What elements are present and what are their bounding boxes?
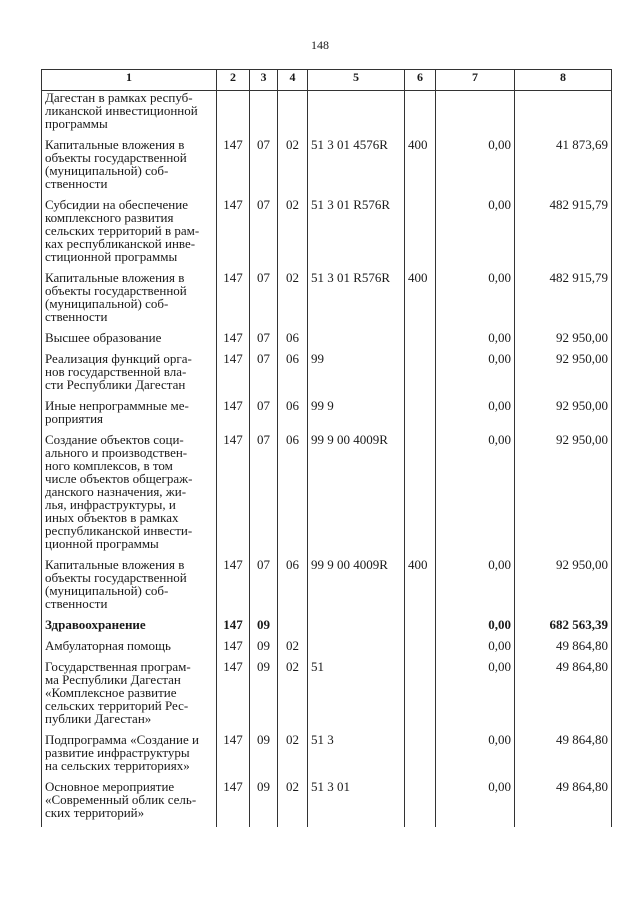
expense-type-cell [405, 91, 436, 139]
header-col-1: 1 [42, 70, 217, 91]
row-name-cell: Капитальные вложения в объекты государственной (муниципальной) соб- ственности [42, 271, 217, 331]
target-article-cell: 51 3 01 R576R [308, 271, 405, 331]
target-article-cell: 99 9 00 4009R [308, 433, 405, 558]
section-cell: 07 [250, 271, 278, 331]
subsection-cell [278, 91, 308, 139]
expense-type-cell [405, 399, 436, 433]
section-cell: 07 [250, 558, 278, 618]
amount-2-cell: 92 950,00 [515, 331, 612, 352]
amount-1-cell: 0,00 [436, 733, 515, 780]
section-cell: 07 [250, 433, 278, 558]
amount-2-cell: 92 950,00 [515, 352, 612, 399]
head-code-cell: 147 [217, 733, 250, 780]
table-row [42, 399, 612, 433]
amount-2-cell: 92 950,00 [515, 399, 612, 433]
head-code-cell: 147 [217, 271, 250, 331]
table-row [42, 618, 612, 639]
head-code-cell: 147 [217, 558, 250, 618]
amount-1-cell: 0,00 [436, 198, 515, 271]
table-body [42, 91, 612, 828]
table-row [42, 733, 612, 780]
row-name-cell: Создание объектов соци- ального и производствен- ного комплексов, в том числе объектов общеграж- данского назначения, жи- лья, инфраструктуры, и иных объектов в рамках республиканской инвести- ционной программы [42, 433, 217, 558]
subsection-cell: 02 [278, 660, 308, 733]
table-row [42, 352, 612, 399]
row-name-cell: Основное мероприятие «Современный облик сель- ских территорий» [42, 780, 217, 827]
subsection-cell: 06 [278, 399, 308, 433]
row-name-cell: Капитальные вложения в объекты государственной (муниципальной) соб- ственности [42, 138, 217, 198]
amount-1-cell: 0,00 [436, 558, 515, 618]
target-article-cell: 99 9 [308, 399, 405, 433]
header-col-3: 3 [250, 70, 278, 91]
target-article-cell: 51 3 01 [308, 780, 405, 827]
amount-1-cell: 0,00 [436, 780, 515, 827]
table-row [42, 558, 612, 618]
amount-2-cell: 49 864,80 [515, 780, 612, 827]
subsection-cell: 06 [278, 433, 308, 558]
section-cell: 09 [250, 780, 278, 827]
target-article-cell: 99 9 00 4009R [308, 558, 405, 618]
amount-1-cell: 0,00 [436, 660, 515, 733]
table-row [42, 91, 612, 139]
table-row [42, 271, 612, 331]
section-cell: 07 [250, 399, 278, 433]
expense-type-cell: 400 [405, 271, 436, 331]
subsection-cell: 06 [278, 352, 308, 399]
head-code-cell: 147 [217, 399, 250, 433]
amount-1-cell [436, 91, 515, 139]
target-article-cell: 51 [308, 660, 405, 733]
amount-1-cell: 0,00 [436, 618, 515, 639]
amount-1-cell: 0,00 [436, 352, 515, 399]
header-col-6: 6 [405, 70, 436, 91]
subsection-cell: 02 [278, 138, 308, 198]
expense-type-cell [405, 780, 436, 827]
section-cell: 07 [250, 138, 278, 198]
section-cell: 09 [250, 639, 278, 660]
amount-1-cell: 0,00 [436, 271, 515, 331]
subsection-cell: 02 [278, 780, 308, 827]
subsection-cell: 02 [278, 733, 308, 780]
head-code-cell: 147 [217, 198, 250, 271]
head-code-cell: 147 [217, 660, 250, 733]
target-article-cell: 51 3 [308, 733, 405, 780]
expense-type-cell [405, 433, 436, 558]
row-name-cell: Реализация функций орга- нов государственной вла- сти Республики Дагестан [42, 352, 217, 399]
target-article-cell [308, 91, 405, 139]
row-name-cell: Субсидии на обеспечение комплексного развития сельских территорий в рам- ках республиканской инве- стиционной программы [42, 198, 217, 271]
section-cell: 07 [250, 352, 278, 399]
expense-type-cell: 400 [405, 558, 436, 618]
expense-type-cell [405, 733, 436, 780]
table-row [42, 780, 612, 827]
head-code-cell: 147 [217, 433, 250, 558]
expense-type-cell [405, 660, 436, 733]
row-name-cell: Дагестан в рамках респуб- ликанской инвестиционной программы [42, 91, 217, 139]
subsection-cell: 02 [278, 639, 308, 660]
amount-1-cell: 0,00 [436, 138, 515, 198]
section-cell: 07 [250, 331, 278, 352]
section-cell: 09 [250, 733, 278, 780]
expense-type-cell [405, 198, 436, 271]
target-article-cell [308, 331, 405, 352]
amount-2-cell: 92 950,00 [515, 433, 612, 558]
target-article-cell [308, 618, 405, 639]
row-name-cell: Капитальные вложения в объекты государственной (муниципальной) соб- ственности [42, 558, 217, 618]
subsection-cell: 06 [278, 331, 308, 352]
amount-2-cell: 92 950,00 [515, 558, 612, 618]
table-row [42, 639, 612, 660]
expense-type-cell [405, 639, 436, 660]
head-code-cell: 147 [217, 138, 250, 198]
row-name-cell: Государственная програм- ма Республики Дагестан «Комплексное развитие сельских территорий Рес- публики Дагестан» [42, 660, 217, 733]
subsection-cell: 06 [278, 558, 308, 618]
page-number: 148 [311, 38, 329, 52]
row-name-cell: Здравоохранение [42, 618, 217, 639]
subsection-cell: 02 [278, 198, 308, 271]
budget-table [41, 69, 612, 827]
target-article-cell: 51 3 01 4576R [308, 138, 405, 198]
row-name-cell: Высшее образование [42, 331, 217, 352]
head-code-cell: 147 [217, 352, 250, 399]
subsection-cell: 02 [278, 271, 308, 331]
amount-2-cell: 41 873,69 [515, 138, 612, 198]
table-row [42, 331, 612, 352]
head-code-cell: 147 [217, 639, 250, 660]
expense-type-cell [405, 618, 436, 639]
expense-type-cell: 400 [405, 138, 436, 198]
header-col-5: 5 [308, 70, 405, 91]
amount-1-cell: 0,00 [436, 399, 515, 433]
table-row [42, 198, 612, 271]
head-code-cell: 147 [217, 780, 250, 827]
target-article-cell: 51 3 01 R576R [308, 198, 405, 271]
row-name-cell: Амбулаторная помощь [42, 639, 217, 660]
target-article-cell: 99 [308, 352, 405, 399]
row-name-cell: Иные непрограммные ме- роприятия [42, 399, 217, 433]
amount-2-cell: 49 864,80 [515, 733, 612, 780]
amount-2-cell: 482 915,79 [515, 271, 612, 331]
target-article-cell [308, 639, 405, 660]
amount-1-cell: 0,00 [436, 331, 515, 352]
amount-2-cell [515, 91, 612, 139]
amount-2-cell: 49 864,80 [515, 639, 612, 660]
header-col-4: 4 [278, 70, 308, 91]
amount-1-cell: 0,00 [436, 639, 515, 660]
table-header-row [42, 70, 612, 91]
section-cell [250, 91, 278, 139]
header-col-8: 8 [515, 70, 612, 91]
amount-1-cell: 0,00 [436, 433, 515, 558]
head-code-cell: 147 [217, 618, 250, 639]
expense-type-cell [405, 352, 436, 399]
header-col-7: 7 [436, 70, 515, 91]
section-cell: 09 [250, 618, 278, 639]
section-cell: 07 [250, 198, 278, 271]
header-col-2: 2 [217, 70, 250, 91]
table-row [42, 138, 612, 198]
row-name-cell: Подпрограмма «Создание и развитие инфраструктуры на сельских территориях» [42, 733, 217, 780]
subsection-cell [278, 618, 308, 639]
expense-type-cell [405, 331, 436, 352]
amount-2-cell: 682 563,39 [515, 618, 612, 639]
table-row [42, 660, 612, 733]
table-row [42, 433, 612, 558]
section-cell: 09 [250, 660, 278, 733]
amount-2-cell: 49 864,80 [515, 660, 612, 733]
amount-2-cell: 482 915,79 [515, 198, 612, 271]
head-code-cell: 147 [217, 331, 250, 352]
head-code-cell [217, 91, 250, 139]
